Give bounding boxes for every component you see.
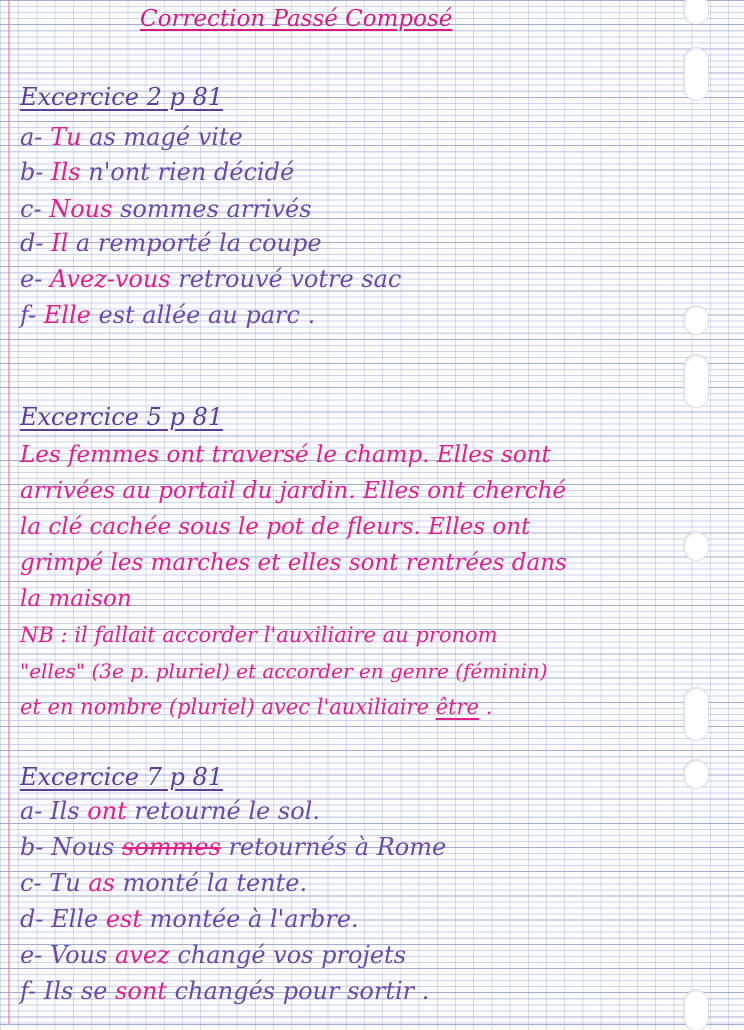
binder-hole xyxy=(684,532,708,560)
binder-hole xyxy=(684,760,708,788)
binder-hole xyxy=(684,0,708,24)
nb-note-line: NB : il fallait accorder l'auxiliaire au pronom xyxy=(20,623,498,647)
nb-note-line: "elles" (3e p. pluriel) et accorder en genre (féminin) xyxy=(20,659,548,683)
paragraph-line: arrivées au portail du jardin. Elles ont cherché xyxy=(20,478,567,504)
binder-hole xyxy=(684,48,708,100)
paragraph-line: Les femmes ont traversé le champ. Elles sont xyxy=(20,442,551,468)
list-item: c- Tu as monté la tente. xyxy=(20,869,308,897)
binder-hole xyxy=(684,306,708,334)
paragraph-line: la clé cachée sous le pot de fleurs. Elles ont xyxy=(20,514,531,540)
paragraph-line: la maison xyxy=(20,586,132,612)
list-item: d- Elle est montée à l'arbre. xyxy=(20,905,359,933)
binder-hole xyxy=(684,355,708,407)
binder-hole xyxy=(684,688,708,740)
exercise-7-heading: Excercice 7 p 81 xyxy=(20,763,223,791)
list-item: c- Nous sommes arrivés xyxy=(20,195,312,223)
list-item: d- Il a remporté la coupe xyxy=(20,229,322,257)
nb-note-line: et en nombre (pluriel) avec l'auxiliaire être . xyxy=(20,695,493,719)
binder-hole xyxy=(684,990,708,1030)
margin-line xyxy=(8,0,10,1024)
underlined-word: être xyxy=(435,695,479,719)
list-item: e- Avez-vous retrouvé votre sac xyxy=(20,265,402,293)
list-item: b- Ils n'ont rien décidé xyxy=(20,158,295,186)
list-item: a- Ils ont retourné le sol. xyxy=(20,797,320,825)
page-title: Correction Passé Composé xyxy=(140,6,453,32)
list-item: f- Ils se sont changés pour sortir . xyxy=(20,977,430,1005)
paragraph-line: grimpé les marches et elles sont rentrées dans xyxy=(20,550,567,576)
list-item: a- Tu as magé vite xyxy=(20,123,243,151)
exercise-2-heading: Excercice 2 p 81 xyxy=(20,83,223,111)
list-item: b- Nous sommes retournés à Rome xyxy=(20,833,447,861)
list-item: e- Vous avez changé vos projets xyxy=(20,941,407,969)
list-item: f- Elle est allée au parc . xyxy=(20,301,316,329)
exercise-5-heading: Excercice 5 p 81 xyxy=(20,403,223,431)
